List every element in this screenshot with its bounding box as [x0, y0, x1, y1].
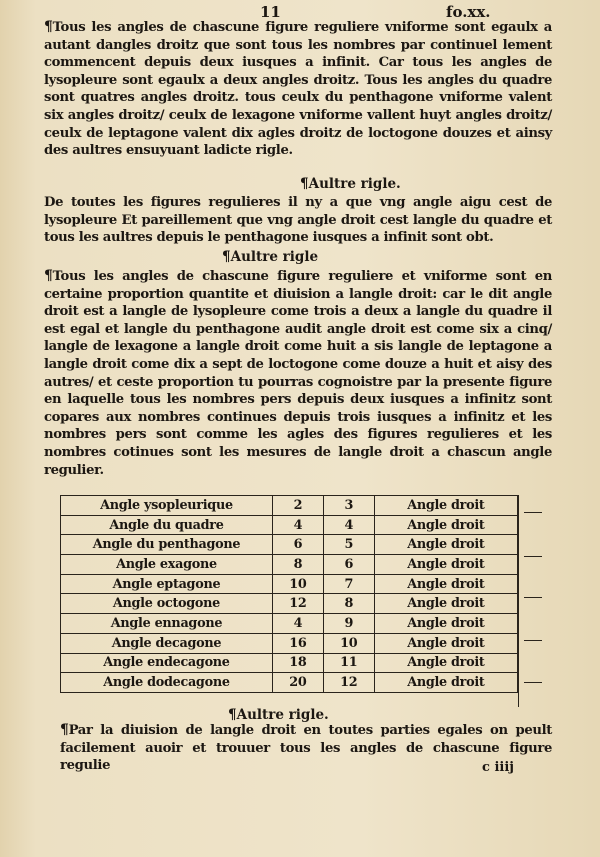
table-cell-even: 16 — [272, 633, 323, 653]
table-cell-even: 6 — [272, 535, 323, 555]
table-cell-continuous: 10 — [323, 633, 374, 653]
table-cell-even: 12 — [272, 594, 323, 614]
table-row — [61, 574, 518, 594]
table-cell-name: Angle decagone — [61, 633, 273, 653]
paragraph-3 — [44, 268, 552, 479]
paragraph-2 — [44, 194, 552, 247]
paragraph-mark-icon: ¶ — [222, 249, 231, 265]
table-cell-continuous: 11 — [323, 653, 374, 673]
paragraph-4 — [60, 722, 552, 775]
page-number: 11 — [260, 3, 281, 21]
table-cell-right-angle: Angle droit — [374, 633, 517, 653]
table-side-tick — [524, 512, 542, 513]
table-cell-continuous: 6 — [323, 555, 374, 575]
table-side-tick — [524, 597, 542, 598]
table-cell-even: 4 — [272, 515, 323, 535]
paragraph-mark-icon: ¶ — [60, 722, 69, 738]
signature-mark: c iiij — [482, 760, 514, 775]
table-row — [61, 515, 518, 535]
table-cell-right-angle: Angle droit — [374, 594, 517, 614]
table-cell-name: Angle endecagone — [61, 653, 273, 673]
table-side-rule — [518, 495, 519, 707]
table-cell-right-angle: Angle droit — [374, 574, 517, 594]
table-side-tick — [524, 640, 542, 641]
table-cell-right-angle: Angle droit — [374, 555, 517, 575]
table-cell-name: Angle ysopleurique — [61, 496, 273, 516]
table-cell-name: Angle ennagone — [61, 614, 273, 634]
rule-heading-1 — [300, 176, 401, 192]
table-side-tick — [524, 682, 542, 683]
angle-table — [60, 495, 518, 693]
table-row — [61, 535, 518, 555]
table-cell-right-angle: Angle droit — [374, 614, 517, 634]
table-cell-name: Angle du quadre — [61, 515, 273, 535]
table-row — [61, 653, 518, 673]
paragraph-mark-icon: ¶ — [44, 19, 53, 35]
paragraph-mark-icon: ¶ — [300, 176, 309, 192]
paragraph-mark-icon: ¶ — [228, 707, 237, 723]
table-cell-name: Angle exagone — [61, 555, 273, 575]
table-cell-continuous: 3 — [323, 496, 374, 516]
rule-heading-1-text: Aultre rigle. — [308, 176, 401, 192]
table-cell-even: 18 — [272, 653, 323, 673]
table-cell-right-angle: Angle droit — [374, 653, 517, 673]
table-cell-right-angle: Angle droit — [374, 673, 517, 693]
rule-heading-2 — [222, 249, 318, 265]
table-cell-name: Angle eptagone — [61, 574, 273, 594]
paragraph-2-text: De toutes les figures regulieres il ny a que vng angle aigu cest de lysopleure Et pareillement que vng angle droit cest langle du quadre et tous les aultres depuis le penthagone iusques a infinit sont obt. — [44, 195, 552, 246]
table-row — [61, 594, 518, 614]
rule-heading-3-text: Aultre rigle. — [236, 707, 329, 723]
paragraph-3-text: Tous les angles de chascune figure reguliere et vniforme sont en certaine proportion quantite et diuision a langle droit: car le dit angle droit est a langle de lysopleure come trois a deux a langle du quadre il est egal et langle du penthagone audit angle droit est come six a cinq/ langle de lexagone a langle droit come huit a sis langle de leptagone a langle droit come dix a sept de loctogone come douze a huit et aisy des autres/ et ceste proportion tu pourras cognoistre par la presente figure en laquelle tous les nombres pers depuis deux iusques a infinitz sont copares aux nombres continues depuis trois iusques a infinitz et les nombres pers sont comme les agles des figures regulieres et les nombres cotinues sont les mesures de langle droit a chascun angle regulier. — [44, 269, 552, 478]
table-cell-right-angle: Angle droit — [374, 496, 517, 516]
rule-heading-2-text: Aultre rigle — [230, 249, 319, 265]
table-cell-continuous: 7 — [323, 574, 374, 594]
table-row — [61, 555, 518, 575]
rule-heading-3 — [228, 707, 329, 723]
table-cell-name: Angle octogone — [61, 594, 273, 614]
table-cell-even: 2 — [272, 496, 323, 516]
table-cell-continuous: 5 — [323, 535, 374, 555]
paragraph-1-text: Tous les angles de chascune figure reguliere vniforme sont egaulx a autant dangles droitz que sont tous les nombres par continuel lement commencent depuis deux iusques a infinit. Car tous les angles de lysopleure sont egaulx a deux angles droitz. Tous les angles du quadre sont quatres angles droitz. tous ceulx du penthagone vniforme valent six angles droitz/ ceulx de lexagone vniforme vallent huyt angles droitz/ ceulx de leptagone valent dix agles droitz de loctogone douzes et ainsy des aultres ensuyuant ladicte rigle. — [44, 20, 552, 159]
table-cell-continuous: 8 — [323, 594, 374, 614]
table-cell-even: 10 — [272, 574, 323, 594]
table-cell-even: 20 — [272, 673, 323, 693]
table-cell-continuous: 4 — [323, 515, 374, 535]
table-row — [61, 633, 518, 653]
paragraph-mark-icon: ¶ — [44, 268, 53, 284]
table-cell-name: Angle du penthagone — [61, 535, 273, 555]
folio-number: fo.xx. — [446, 3, 491, 21]
table-cell-name: Angle dodecagone — [61, 673, 273, 693]
table-row — [61, 496, 518, 516]
table-cell-even: 8 — [272, 555, 323, 575]
table-row — [61, 673, 518, 693]
table-row — [61, 614, 518, 634]
table-cell-continuous: 9 — [323, 614, 374, 634]
table-side-tick — [524, 556, 542, 557]
paragraph-4-text: Par la diuision de langle droit en toutes parties egales on peult facilement auoir et trouuer tous les angles de chascune figure regulie — [60, 723, 552, 774]
table-cell-right-angle: Angle droit — [374, 535, 517, 555]
table-cell-right-angle: Angle droit — [374, 515, 517, 535]
table-cell-even: 4 — [272, 614, 323, 634]
table-cell-continuous: 12 — [323, 673, 374, 693]
paragraph-1 — [44, 19, 552, 160]
